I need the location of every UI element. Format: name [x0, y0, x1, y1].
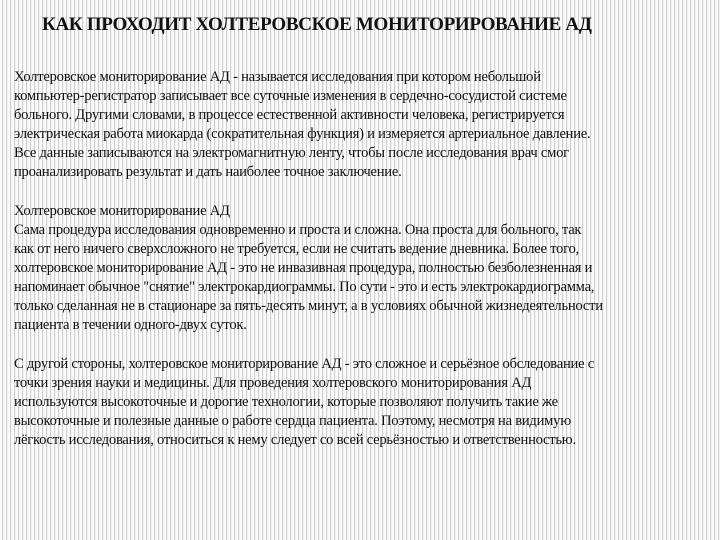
text-line: лёгкость исследования, относиться к нему следует со всей серьёзностью и ответственностью. — [14, 432, 576, 448]
text-line: компьютер-регистратор записывает все суточные изменения в сердечно-сосудистой системе — [14, 88, 567, 104]
paragraph-complexity — [14, 355, 720, 450]
slide-body — [14, 68, 720, 450]
text-line: точки зрения науки и медицины. Для проведения холтеровского мониторирования АД — [14, 375, 532, 391]
text-line: Сама процедура исследования одновременно и проста и сложна. Она проста для больного, так — [14, 222, 582, 238]
text-line: больного. Другими словами, в процессе естественной активности человека, регистрируется — [14, 107, 565, 123]
text-line: используются высокоточные и дорогие технологии, которые позволяют получить такие же — [14, 394, 558, 410]
text-line: пациента в течении одного-двух суток. — [14, 317, 247, 333]
paragraph-definition — [14, 68, 720, 182]
text-line: напоминает обычное "снятие" электрокардиограммы. По сути - это и есть электрокардиограмма, — [14, 279, 595, 295]
text-line: Холтеровское мониторирование АД - называется исследования при котором небольшой — [14, 69, 541, 85]
text-line: высокоточные и полезные данные о работе сердца пациента. Поэтому, несмотря на видимую — [14, 413, 571, 429]
text-line: электрическая работа миокарда (сократительная функция) и измеряется артериальное давление. — [14, 126, 591, 142]
paragraph-procedure — [14, 202, 720, 335]
paragraph-spacer — [14, 335, 720, 355]
section-subheading: Холтеровское мониторирование АД — [14, 203, 230, 219]
text-line: С другой стороны, холтеровское мониторирование АД - это сложное и серьёзное обследование с — [14, 356, 594, 372]
slide-title: КАК ПРОХОДИТ ХОЛТЕРОВСКОЕ МОНИТОРИРОВАНИЕ АД — [42, 14, 592, 35]
text-line: проанализировать результат и дать наиболее точное заключение. — [14, 164, 402, 180]
paragraph-spacer — [14, 182, 720, 202]
text-line: только сделанная не в стационаре за пять-десять минут, а в условиях обычной жизнедеятельности — [14, 298, 603, 314]
text-line: Все данные записываются на электромагнитную ленту, чтобы после исследования врач смог — [14, 145, 569, 161]
text-line: как от него ничего сверхсложного не требуется, если не считать ведение дневника. Более того, — [14, 241, 579, 257]
text-line: холтеровское мониторирование АД - это не инвазивная процедура, полностью безболезненная и — [14, 260, 593, 276]
